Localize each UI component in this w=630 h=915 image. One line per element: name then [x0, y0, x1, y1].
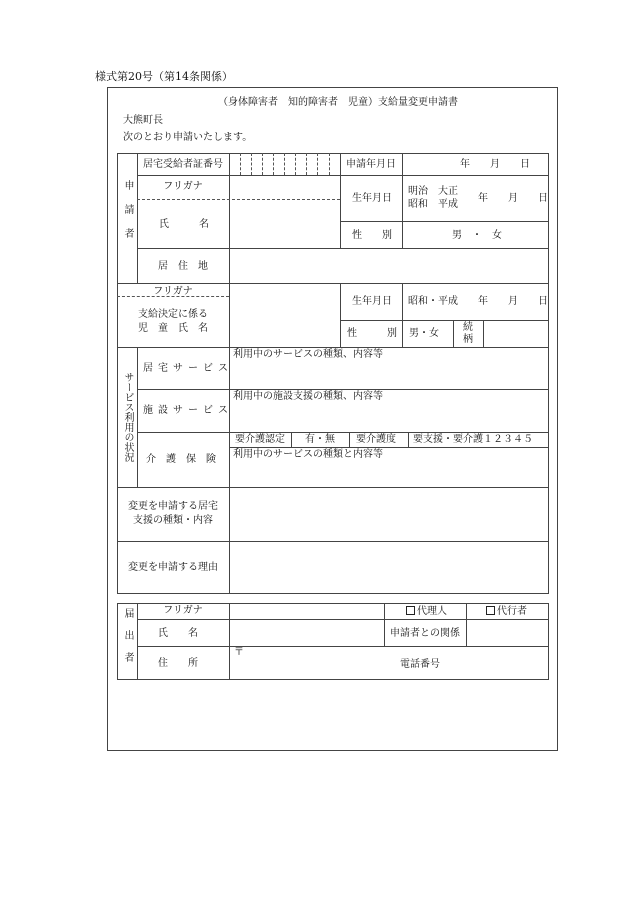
addressee: 大熊町長: [123, 115, 163, 126]
notifier-name-label: 氏 名: [158, 628, 198, 639]
notifier-address-label: 住 所: [158, 658, 198, 669]
change-content-label-1: 変更を申請する居宅: [128, 501, 218, 512]
home-service-note: 利用中のサービスの種類、内容等: [233, 349, 383, 360]
applicant-address-label: 居 住 地: [158, 261, 208, 272]
postal-mark: 〒: [234, 647, 244, 658]
child-birth-label: 生年月日: [352, 296, 392, 307]
applicant-furigana-label: フリガナ: [163, 181, 203, 192]
child-furigana-label: フリガナ: [153, 286, 193, 297]
proxy-checkbox[interactable]: [406, 606, 415, 615]
proxy-label: 代理人: [417, 606, 447, 617]
notifier-side-label: 届出者: [122, 608, 133, 674]
child-name-label-1: 支給決定に係る: [138, 309, 208, 320]
applicant-birth-era-2: 昭和 平成: [408, 199, 458, 210]
agent-checkbox[interactable]: [486, 606, 495, 615]
care-insurance-label: 介 護 保 険: [146, 454, 216, 465]
notifier-proxy[interactable]: [406, 606, 447, 617]
care-level-value[interactable]: 要支援・要介護１２３４５: [413, 434, 533, 445]
child-relation-label-2: 柄: [463, 334, 473, 345]
applicant-sex-label: 性 別: [352, 230, 392, 241]
facility-service-label: 施設サービス: [143, 405, 233, 416]
phone-label: 電話番号: [400, 659, 440, 670]
child-relation-label-1: 続: [463, 322, 473, 333]
facility-service-note: 利用中の施設支援の種類、内容等: [233, 391, 383, 402]
form-number: 様式第20号（第14条関係）: [95, 70, 233, 83]
application-date-value[interactable]: 年 月 日: [460, 159, 530, 170]
child-sex-value[interactable]: 男・女: [409, 328, 439, 339]
application-date-label: 申請年月日: [346, 159, 396, 170]
care-service-note: 利用中のサービスの種類と内容等: [233, 449, 383, 460]
applicant-name-label: 氏 名: [159, 219, 209, 230]
care-cert-label: 要介護認定: [235, 434, 285, 445]
care-cert-value[interactable]: 有・無: [305, 434, 335, 445]
service-side-label: サービス利用の状況: [122, 372, 133, 462]
notifier-agent[interactable]: [486, 606, 527, 617]
agent-label: 代行者: [497, 606, 527, 617]
care-level-label: 要介護度: [356, 434, 396, 445]
intro-text: 次のとおり申請いたします。: [123, 132, 253, 143]
child-birth-value[interactable]: 昭和・平成 年 月 日: [408, 296, 548, 307]
notifier-furigana-label: フリガナ: [163, 605, 203, 616]
child-name-label-2: 児 童 氏 名: [138, 323, 208, 334]
child-sex-label: 性 別: [347, 328, 397, 339]
applicant-birth-era-1: 明治 大正: [408, 186, 458, 197]
certificate-number-label: 居宅受給者証番号: [143, 159, 223, 170]
applicant-birth-label: 生年月日: [352, 193, 392, 204]
relation-to-applicant-label: 申請者との関係: [390, 628, 460, 639]
applicant-sex-value[interactable]: 男 ・ 女: [452, 230, 502, 241]
applicant-side-label: 申請者: [122, 180, 133, 252]
form-title: （身体障害者 知的障害者 児童）支給量変更申請書: [218, 97, 458, 108]
home-service-label: 居宅サービス: [143, 363, 233, 374]
change-reason-label: 変更を申請する理由: [128, 562, 218, 573]
applicant-birth-ymd[interactable]: 年 月 日: [478, 193, 548, 204]
change-content-label-2: 支援の種類・内容: [133, 515, 213, 526]
